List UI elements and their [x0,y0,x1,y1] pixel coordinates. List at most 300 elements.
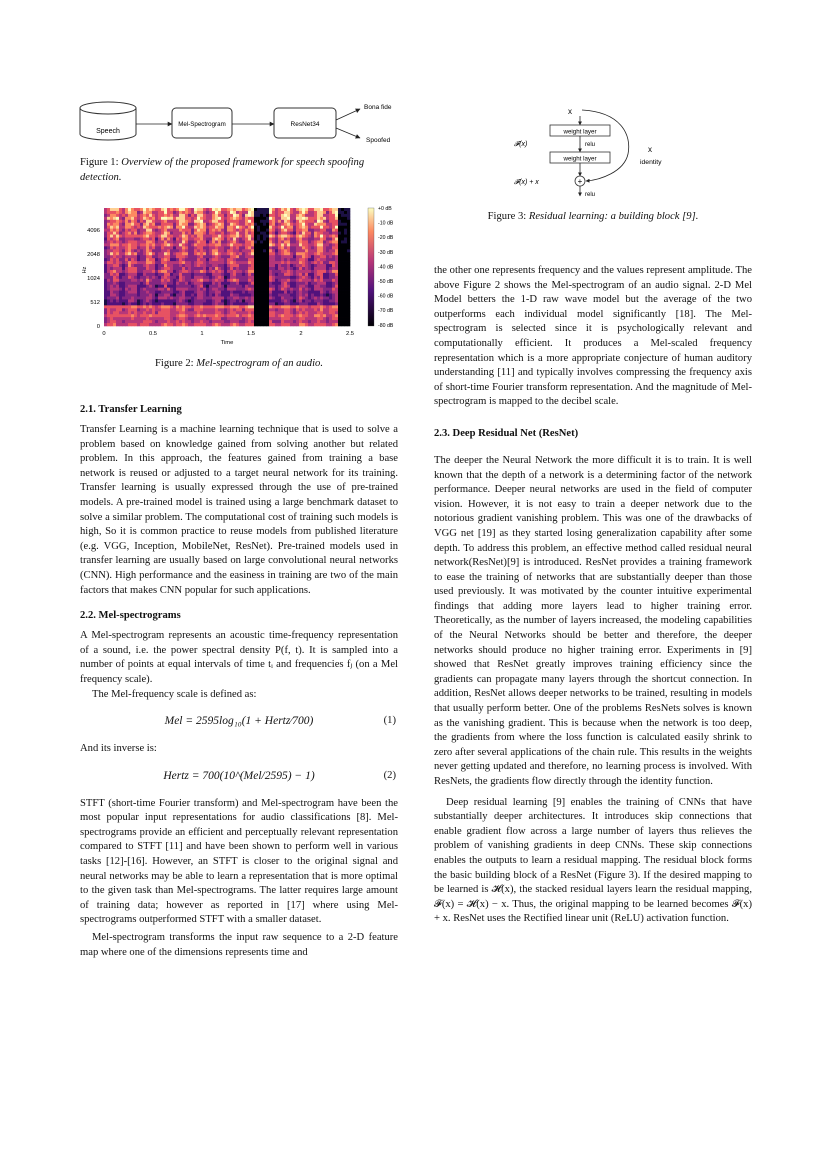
spectrogram-cell [113,273,116,276]
spectrogram-cell [137,305,140,308]
spectrogram-cell [209,229,212,232]
spectrogram-cell [305,246,308,249]
spectrogram-cell [176,238,179,241]
spectrogram-cell [275,285,278,288]
spectrogram-cell [119,305,122,308]
spectrogram-cell [302,211,305,214]
spectrogram-cell [107,267,110,270]
spectrogram-cell [245,282,248,285]
spectrogram-cell [206,267,209,270]
spectrogram-cell [140,226,143,229]
spectrogram-cell [329,229,332,232]
spectrogram-cell [287,235,290,238]
spectrogram-cell [146,232,149,235]
spectrogram-cell [335,291,338,294]
spectrogram-cell [257,308,260,311]
spectrogram-cell [296,282,299,285]
spectrogram-cell [107,238,110,241]
spectrogram-cell [317,252,320,255]
x-tick-0-5: 0.5 [148,331,158,337]
mel-paragraph-5: Mel-spectrogram transforms the input raw sequence to a 2-D feature map where one of the dimensions represents time and [80,932,398,958]
spectrogram-cell [329,297,332,300]
spectrogram-cell [329,294,332,297]
spectrogram-cell [314,323,317,326]
spectrogram-cell [281,240,284,243]
spectrogram-cell [227,208,230,211]
spectrogram-cell [254,276,257,279]
spectrogram-cell [188,267,191,270]
spectrogram-cell [338,279,341,282]
spectrogram-cell [314,311,317,314]
spectrogram-cell [314,308,317,311]
spectrogram-cell [173,314,176,317]
spectrogram-cell [146,214,149,217]
spectrogram-cell [269,285,272,288]
spectrogram-cell [251,320,254,323]
spectrogram-cell [107,288,110,291]
spectrogram-cell [344,320,347,323]
spectrogram-cell [317,261,320,264]
spectrogram-cell [233,279,236,282]
spectrogram-cell [170,226,173,229]
spectrogram-cell [275,208,278,211]
spectrogram-cell [209,267,212,270]
spectrogram-cell [323,276,326,279]
spectrogram-cell [140,235,143,238]
spectrogram-cell [302,214,305,217]
spectrogram-cell [200,214,203,217]
spectrogram-cell [284,276,287,279]
spectrogram-cell [185,235,188,238]
spectrogram-cell [314,214,317,217]
spectrogram-cell [311,235,314,238]
spectrogram-cell [206,279,209,282]
spectrogram-cell [140,255,143,258]
spectrogram-cell [128,311,131,314]
spectrogram-cell [152,264,155,267]
spectrogram-cell [332,302,335,305]
spectrogram-cell [329,208,332,211]
y-tick-512: 512 [90,300,100,306]
spectrogram-cell [173,249,176,252]
spectrogram-cell [347,267,350,270]
spectrogram-cell [302,305,305,308]
spectrogram-cell [311,267,314,270]
spectrogram-cell [236,238,239,241]
spectrogram-cell [128,240,131,243]
spectrogram-cell [317,249,320,252]
spectrogram-cell [107,220,110,223]
spectrogram-cell [347,285,350,288]
spectrogram-cell [242,314,245,317]
spectrogram-cell [119,258,122,261]
spectrogram-cell [347,276,350,279]
spectrogram-cell [242,264,245,267]
spectrogram-cell [143,294,146,297]
spectrogram-cell [188,223,191,226]
spectrogram-cell [122,226,125,229]
spectrogram-cell [206,314,209,317]
spectrogram-cell [125,299,128,302]
spectrogram-cell [170,276,173,279]
spectrogram-cell [236,252,239,255]
spectrogram-cell [242,214,245,217]
spectrogram-cell [260,308,263,311]
spectrogram-cell [167,249,170,252]
spectrogram-cell [185,217,188,220]
spectrogram-cell [128,214,131,217]
spectrogram-cell [206,243,209,246]
spectrogram-cell [317,299,320,302]
spectrogram-cell [248,294,251,297]
spectrogram-cell [212,246,215,249]
spectrogram-cell [218,314,221,317]
spectrogram-cell [170,291,173,294]
spectrogram-cell [152,320,155,323]
spectrogram-cell [194,255,197,258]
spectrogram-cell [179,288,182,291]
spectrogram-cell [116,249,119,252]
spectrogram-cell [323,208,326,211]
spectrogram-cell [296,208,299,211]
spectrogram-cell [281,246,284,249]
spectrogram-cell [167,261,170,264]
spectrogram-cell [143,246,146,249]
spectrogram-cell [299,276,302,279]
spectrogram-cell [197,291,200,294]
spectrogram-cell [149,258,152,261]
spectrogram-cell [200,240,203,243]
spectrogram-cell [107,276,110,279]
spectrogram-cell [113,223,116,226]
spectrogram-cell [242,240,245,243]
spectrogram-cell [116,279,119,282]
spectrogram-cell [305,267,308,270]
spectrogram-cell [164,276,167,279]
spectrogram-cell [104,270,107,273]
spectrogram-cell [278,258,281,261]
figure2-caption-label: Figure 2: [155,358,194,369]
spectrogram-cell [257,238,260,241]
spectrogram-cell [167,288,170,291]
spectrogram-cell [257,243,260,246]
spectrogram-cell [218,279,221,282]
spectrogram-cell [164,229,167,232]
spectrogram-cell [341,314,344,317]
spectrogram-cell [338,229,341,232]
spectrogram-cell [167,291,170,294]
spectrogram-cell [287,252,290,255]
spectrogram-cell [149,267,152,270]
spectrogram-cell [209,299,212,302]
spectrogram-cell [323,246,326,249]
spectrogram-cell [200,252,203,255]
spectrogram-cell [344,208,347,211]
spectrogram-cell [260,255,263,258]
spectrogram-cell [227,299,230,302]
spectrogram-cell [149,217,152,220]
spectrogram-cell [293,264,296,267]
spectrogram-cell [110,273,113,276]
spectrogram-cell [218,229,221,232]
spectrogram-cell [170,302,173,305]
spectrogram-cell [155,235,158,238]
spectrogram-cell [293,317,296,320]
spectrogram-cell [218,302,221,305]
spectrogram-cell [143,255,146,258]
spectrogram-cell [155,249,158,252]
spectrogram-cell [110,302,113,305]
spectrogram-cell [140,261,143,264]
spectrogram-cell [173,308,176,311]
spectrogram-cell [206,240,209,243]
spectrogram-cell [176,211,179,214]
spectrogram-cell [338,249,341,252]
spectrogram-cell [164,323,167,326]
spectrogram-cell [272,297,275,300]
spectrogram-cell [185,279,188,282]
spectrogram-cell [224,291,227,294]
spectrogram-cell [122,238,125,241]
spectrogram-cell [272,299,275,302]
spectrogram-cell [305,249,308,252]
spectrogram-cell [113,229,116,232]
spectrogram-cell [314,264,317,267]
spectrogram-cell [254,285,257,288]
spectrogram-cell [248,232,251,235]
spectrogram-cell [302,261,305,264]
spectrogram-cell [320,305,323,308]
spectrogram-cell [302,291,305,294]
spectrogram-cell [287,255,290,258]
spectrogram-cell [275,273,278,276]
spectrogram-cell [266,214,269,217]
spectrogram-cell [284,288,287,291]
spectrogram-cell [317,226,320,229]
spectrogram-cell [248,314,251,317]
spectrogram-cell [104,311,107,314]
spectrogram-cell [314,302,317,305]
spectrogram-cell [332,305,335,308]
spectrogram-cell [293,252,296,255]
spectrogram-cell [248,235,251,238]
spectrogram-cell [158,285,161,288]
spectrogram-cell [152,291,155,294]
spectrogram-cell [200,276,203,279]
spectrogram-cell [170,297,173,300]
spectrogram-cell [221,229,224,232]
spectrogram-cell [137,279,140,282]
spectrogram-cell [230,314,233,317]
spectrogram-cell [305,238,308,241]
spectrogram-cell [236,255,239,258]
spectrogram-cell [188,270,191,273]
spectrogram-cell [263,223,266,226]
spectrogram-cell [104,308,107,311]
spectrogram-cell [257,294,260,297]
spectrogram-cell [320,314,323,317]
spectrogram-cell [215,238,218,241]
spectrogram-cell [272,302,275,305]
x-tick-0: 0 [102,331,106,337]
spectrogram-cell [233,235,236,238]
spectrogram-cell [290,314,293,317]
spectrogram-cell [248,261,251,264]
spectrogram-cell [227,276,230,279]
spectrogram-cell [272,270,275,273]
spectrogram-cell [143,311,146,314]
spectrogram-cell [314,270,317,273]
spectrogram-cell [236,264,239,267]
spectrogram-cell [143,264,146,267]
spectrogram-cell [341,214,344,217]
spectrogram-cell [317,279,320,282]
spectrogram-cell [269,226,272,229]
spectrogram-cell [173,255,176,258]
spectrogram-cell [113,305,116,308]
spectrogram-cell [149,226,152,229]
spectrogram-cell [128,252,131,255]
spectrogram-cell [314,252,317,255]
spectrogram-cell [329,226,332,229]
spectrogram-cell [269,294,272,297]
spectrogram-cell [278,317,281,320]
spectrogram-cell [254,261,257,264]
spectrogram-cell [320,291,323,294]
spectrogram-cell [320,240,323,243]
spectrogram-cell [278,302,281,305]
spectrogram-cell [287,317,290,320]
spectrogram-cell [149,299,152,302]
spectrogram-cell [305,273,308,276]
x-tick-2: 2 [299,331,303,337]
spectrogram-cell [146,320,149,323]
spectrogram-cell [347,217,350,220]
spectrogram-cell [344,252,347,255]
spectrogram-cell [197,258,200,261]
spectrogram-cell [293,243,296,246]
spectrogram-cell [206,273,209,276]
spectrogram-cell [287,217,290,220]
spectrogram-cell [284,208,287,211]
spectrogram-cell [125,232,128,235]
spectrogram-cell [302,232,305,235]
spectrogram-cell [347,223,350,226]
spectrogram-cell [254,282,257,285]
spectrogram-cell [335,305,338,308]
spectrogram-cell [206,235,209,238]
spectrogram-cell [164,317,167,320]
spectrogram-cell [176,294,179,297]
spectrogram-cell [212,294,215,297]
spectrogram-cell [344,264,347,267]
spectrogram-cell [215,305,218,308]
spectrogram-cell [272,246,275,249]
spectrogram-cell [305,217,308,220]
spectrogram-cell [272,252,275,255]
spectrogram-cell [299,291,302,294]
spectrogram-cell [287,273,290,276]
spectrogram-cell [191,240,194,243]
spectrogram-cell [344,311,347,314]
spectrogram-cell [203,273,206,276]
spectrogram-cell [299,267,302,270]
spectrogram-cell [140,282,143,285]
spectrogram-cell [299,308,302,311]
spectrogram-cell [119,276,122,279]
equation-1-text: Mel = 2595log₁₀(1 + Hertz⁄700) [164,715,314,728]
spectrogram-cell [173,238,176,241]
spectrogram-cell [161,288,164,291]
spectrogram-cell [248,238,251,241]
spectrogram-cell [338,261,341,264]
spectrogram-cell [149,320,152,323]
spectrogram-cell [170,217,173,220]
spectrogram-cell [104,240,107,243]
spectrogram-cell [338,282,341,285]
spectrogram-cell [215,229,218,232]
spectrogram-cell [314,320,317,323]
spectrogram-cell [149,264,152,267]
spectrogram-cell [272,288,275,291]
spectrogram-cell [131,279,134,282]
spectrogram-cell [287,288,290,291]
spectrogram-cell [266,229,269,232]
spectrogram-cell [266,208,269,211]
spectrogram-cell [188,252,191,255]
spectrogram-cell [218,282,221,285]
spectrogram-cell [104,214,107,217]
spectrogram-cell [245,288,248,291]
spectrogram-cell [140,323,143,326]
spectrogram-cell [155,264,158,267]
spectrogram-cell [230,217,233,220]
spectrogram-cell [110,314,113,317]
spectrogram-cell [194,232,197,235]
spectrogram-cell [341,223,344,226]
spectrogram-cell [344,240,347,243]
spectrogram-cell [311,261,314,264]
spectrogram-cell [119,297,122,300]
spectrogram-cell [332,270,335,273]
spectrogram-cell [254,232,257,235]
spectrogram-cell [155,214,158,217]
spectrogram-cell [212,214,215,217]
spectrogram-cell [185,311,188,314]
spectrogram-cell [191,255,194,258]
spectrogram-cell [254,273,257,276]
spectrogram-cell [269,249,272,252]
spectrogram-cell [278,214,281,217]
spectrogram-cell [113,261,116,264]
spectrogram-cell [188,308,191,311]
spectrogram-cell [242,249,245,252]
spectrogram-cell [113,232,116,235]
spectrogram-cell [260,282,263,285]
spectrogram-cell [293,285,296,288]
spectrogram-cell [212,305,215,308]
spectrogram-cell [191,261,194,264]
spectrogram-cell [221,267,224,270]
spectrogram-cell [203,282,206,285]
spectrogram-cell [248,305,251,308]
spectrogram-cell [212,320,215,323]
spectrogram-cell [338,302,341,305]
spectrogram-cell [260,217,263,220]
spectrogram-cell [275,297,278,300]
spectrogram-cell [131,240,134,243]
spectrogram-cell [308,311,311,314]
